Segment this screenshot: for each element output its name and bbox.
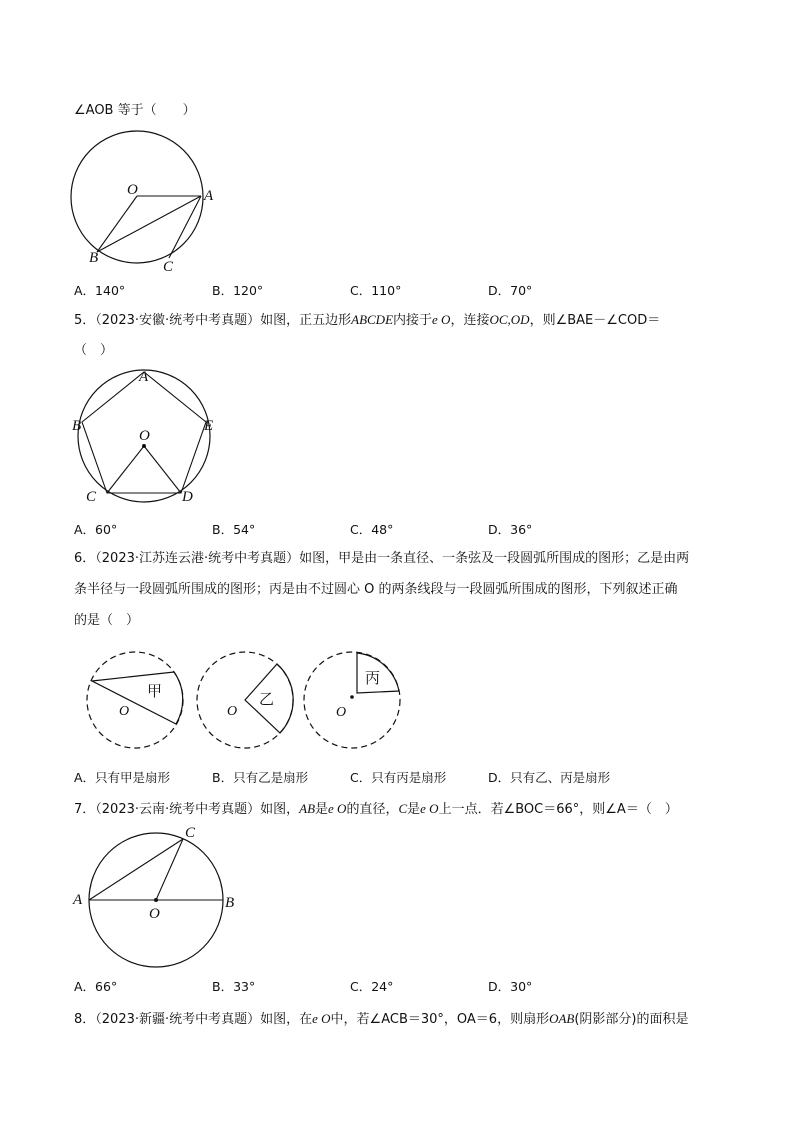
q5-option-d[interactable]: D．36° <box>488 522 533 537</box>
q5-label-d: D <box>182 489 193 505</box>
q6-option-c[interactable]: C．只有丙是扇形 <box>350 770 447 785</box>
q7-label-b: B <box>225 895 235 911</box>
q6-label-o2: O <box>227 704 238 719</box>
q5-label-o: O <box>139 428 150 444</box>
q7-label-c: C <box>185 825 196 841</box>
q5-oc <box>107 446 144 493</box>
q7-center-dot <box>154 898 158 902</box>
q5-label-c: C <box>86 489 97 505</box>
q5-option-b[interactable]: B．54° <box>212 522 256 537</box>
q4-option-b[interactable]: B．120° <box>212 283 264 298</box>
q4-option-c[interactable]: C．110° <box>350 283 402 298</box>
q5-od <box>144 446 181 493</box>
q7-label-o: O <box>149 906 160 922</box>
q4-label-a: A <box>204 188 214 204</box>
q5-figure <box>68 364 228 509</box>
q6-option-a[interactable]: A．只有甲是扇形 <box>74 770 171 785</box>
q6-label-jia: 甲 <box>147 682 163 700</box>
q7-option-a[interactable]: A．66° <box>74 979 118 994</box>
q4-figure <box>60 125 230 275</box>
q7-option-c[interactable]: C．24° <box>350 979 394 994</box>
q5-label-e: E <box>204 418 214 434</box>
q5-label-a: A <box>139 369 149 385</box>
q6-stem-line1: 6．（2023·江苏连云港·统考中考真题）如图，甲是由一条直径、一条弦及一段圆弧所围成的图形；乙是由两 <box>74 551 690 566</box>
q6-stem-line3: 的是（ ） <box>74 613 140 628</box>
q5-label-b: B <box>72 418 82 434</box>
q4-stem: ∠AOB 等于（ ） <box>74 103 196 118</box>
q7-stem: 7．（2023·云南·统考中考真题）如图，AB是e O的直径，C是e O上一点．若∠BOC＝66°，则∠A＝（ ） <box>74 801 678 817</box>
q5-option-c[interactable]: C．48° <box>350 522 394 537</box>
q6-figure-jia <box>87 652 183 748</box>
q4-label-b: B <box>89 250 99 266</box>
q6-figure-bing <box>304 652 400 748</box>
q4-label-o: O <box>127 182 138 198</box>
q7-figure <box>66 822 246 972</box>
q6-figure-yi <box>197 652 293 748</box>
q8-stem: 8．（2023·新疆·统考中考真题）如图，在e O中，若∠ACB＝30°，OA＝6，则扇形OAB(阴影部分)的面积是 <box>74 1011 689 1027</box>
q4-ob <box>97 196 137 252</box>
q5-option-a[interactable]: A．60° <box>74 522 118 537</box>
q6-label-o3: O <box>336 705 347 720</box>
q4-option-d[interactable]: D．70° <box>488 283 533 298</box>
q6-label-yi: 乙 <box>259 690 275 708</box>
q6-option-b[interactable]: B．只有乙是扇形 <box>212 770 309 785</box>
q7-label-a: A <box>73 892 83 908</box>
q4-option-a[interactable]: A．140° <box>74 283 126 298</box>
q6-stem-line2: 条半径与一段圆弧所围成的图形；丙是由不过圆心 O 的两条线段与一段圆弧所围成的图形，下列叙述正确 <box>74 582 678 597</box>
q5-center-dot <box>142 444 146 448</box>
q6-label-bing: 丙 <box>365 669 381 687</box>
q4-ab <box>97 196 201 252</box>
q6-figure <box>80 645 410 757</box>
q7-option-d[interactable]: D．30° <box>488 979 533 994</box>
q5-stem: 5．（2023·安徽·统考中考真题）如图，正五边形ABCDE内接于e O，连接OC,OD，则∠BAE－∠COD＝ <box>74 312 661 328</box>
q4-label-c: C <box>163 259 174 275</box>
q6-label-o1: O <box>119 704 130 719</box>
q5-stem-line2: （ ） <box>74 343 114 358</box>
q6-option-d[interactable]: D．只有乙、丙是扇形 <box>488 770 611 785</box>
q7-option-b[interactable]: B．33° <box>212 979 256 994</box>
